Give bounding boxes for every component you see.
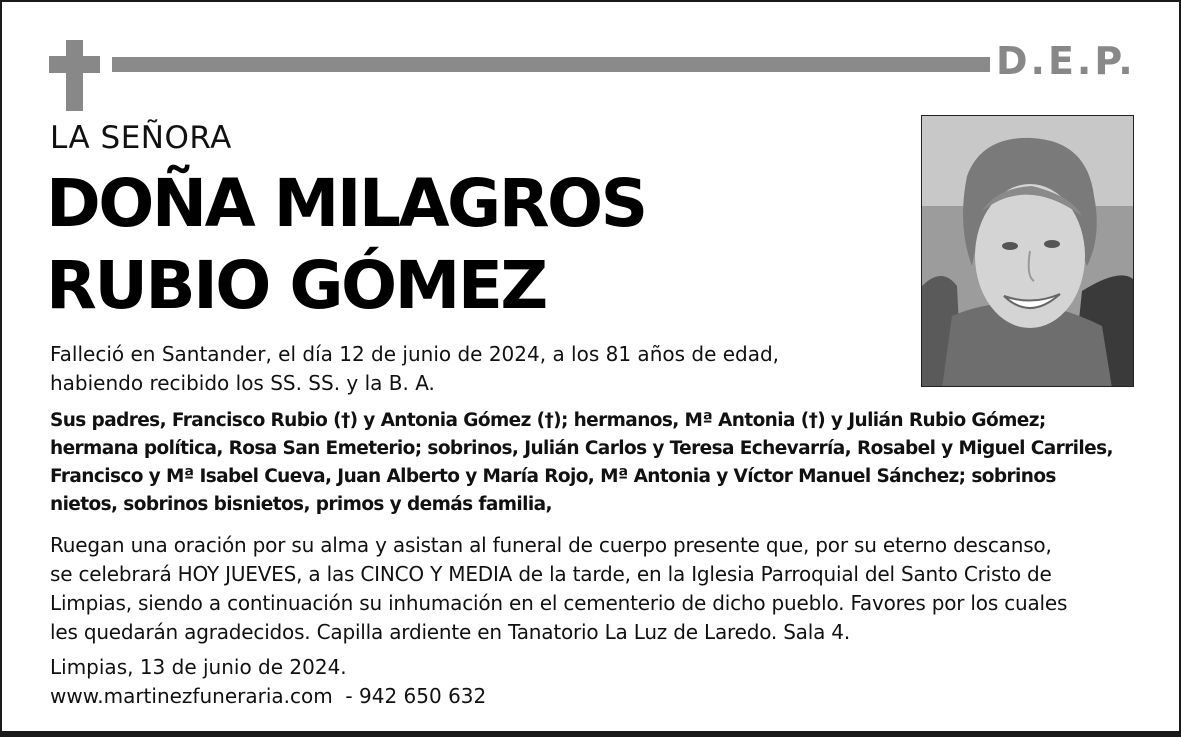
cross-icon <box>66 40 83 111</box>
intro-label: LA SEÑORA <box>50 120 232 156</box>
contact-info: www.martinezfuneraria.com - 942 650 632 <box>50 684 487 708</box>
header-rule <box>112 57 990 72</box>
family-line: nietos, sobrinos bisnietos, primos y demás familia, <box>50 494 552 515</box>
family-list <box>50 407 1160 519</box>
family-line: Francisco y Mª Isabel Cueva, Juan Alberto y María Rojo, Mª Antonia y Víctor Manuel Sánchez; sobrinos <box>50 466 1056 487</box>
death-notice-line: Falleció en Santander, el día 12 de junio de 2024, a los 81 años de edad, <box>50 342 780 366</box>
funeral-line: Limpias, siendo a continuación su inhumación en el cementerio de dicho pueblo. Favores por los cuales <box>50 591 1068 615</box>
funeral-line: Ruegan una oración por su alma y asistan al funeral de cuerpo presente que, por su eterno descanso, <box>50 533 1052 557</box>
funeral-details <box>50 531 1150 647</box>
funeral-line: se celebrará HOY JUEVES, a las CINCO Y MEDIA de la tarde, en la Iglesia Parroquial del Santo Cristo de <box>50 562 1052 586</box>
funeral-line: les quedarán agradecidos. Capilla ardiente en Tanatorio La Luz de Laredo. Sala 4. <box>50 620 850 644</box>
portrait-photo <box>921 115 1134 387</box>
place-date: Limpias, 13 de junio de 2024. <box>50 655 347 679</box>
deceased-name-line1: DOÑA MILAGROS <box>46 165 646 242</box>
death-notice <box>50 340 910 398</box>
family-line: hermana política, Rosa San Emeterio; sobrinos, Julián Carlos y Teresa Echevarría, Rosabel y Miguel Carriles, <box>50 438 1113 459</box>
portrait-image <box>922 116 1134 387</box>
death-notice-line: habiendo recibido los SS. SS. y la B. A. <box>50 371 435 395</box>
family-line: Sus padres, Francisco Rubio (†) y Antonia Gómez (†); hermanos, Mª Antonia (†) y Julián Rubio Gómez; <box>50 410 1046 431</box>
footer <box>50 653 750 711</box>
cross-icon-bar <box>49 56 100 73</box>
dep-label: D.E.P. <box>996 39 1136 83</box>
deceased-name-line2: RUBIO GÓMEZ <box>46 247 546 324</box>
